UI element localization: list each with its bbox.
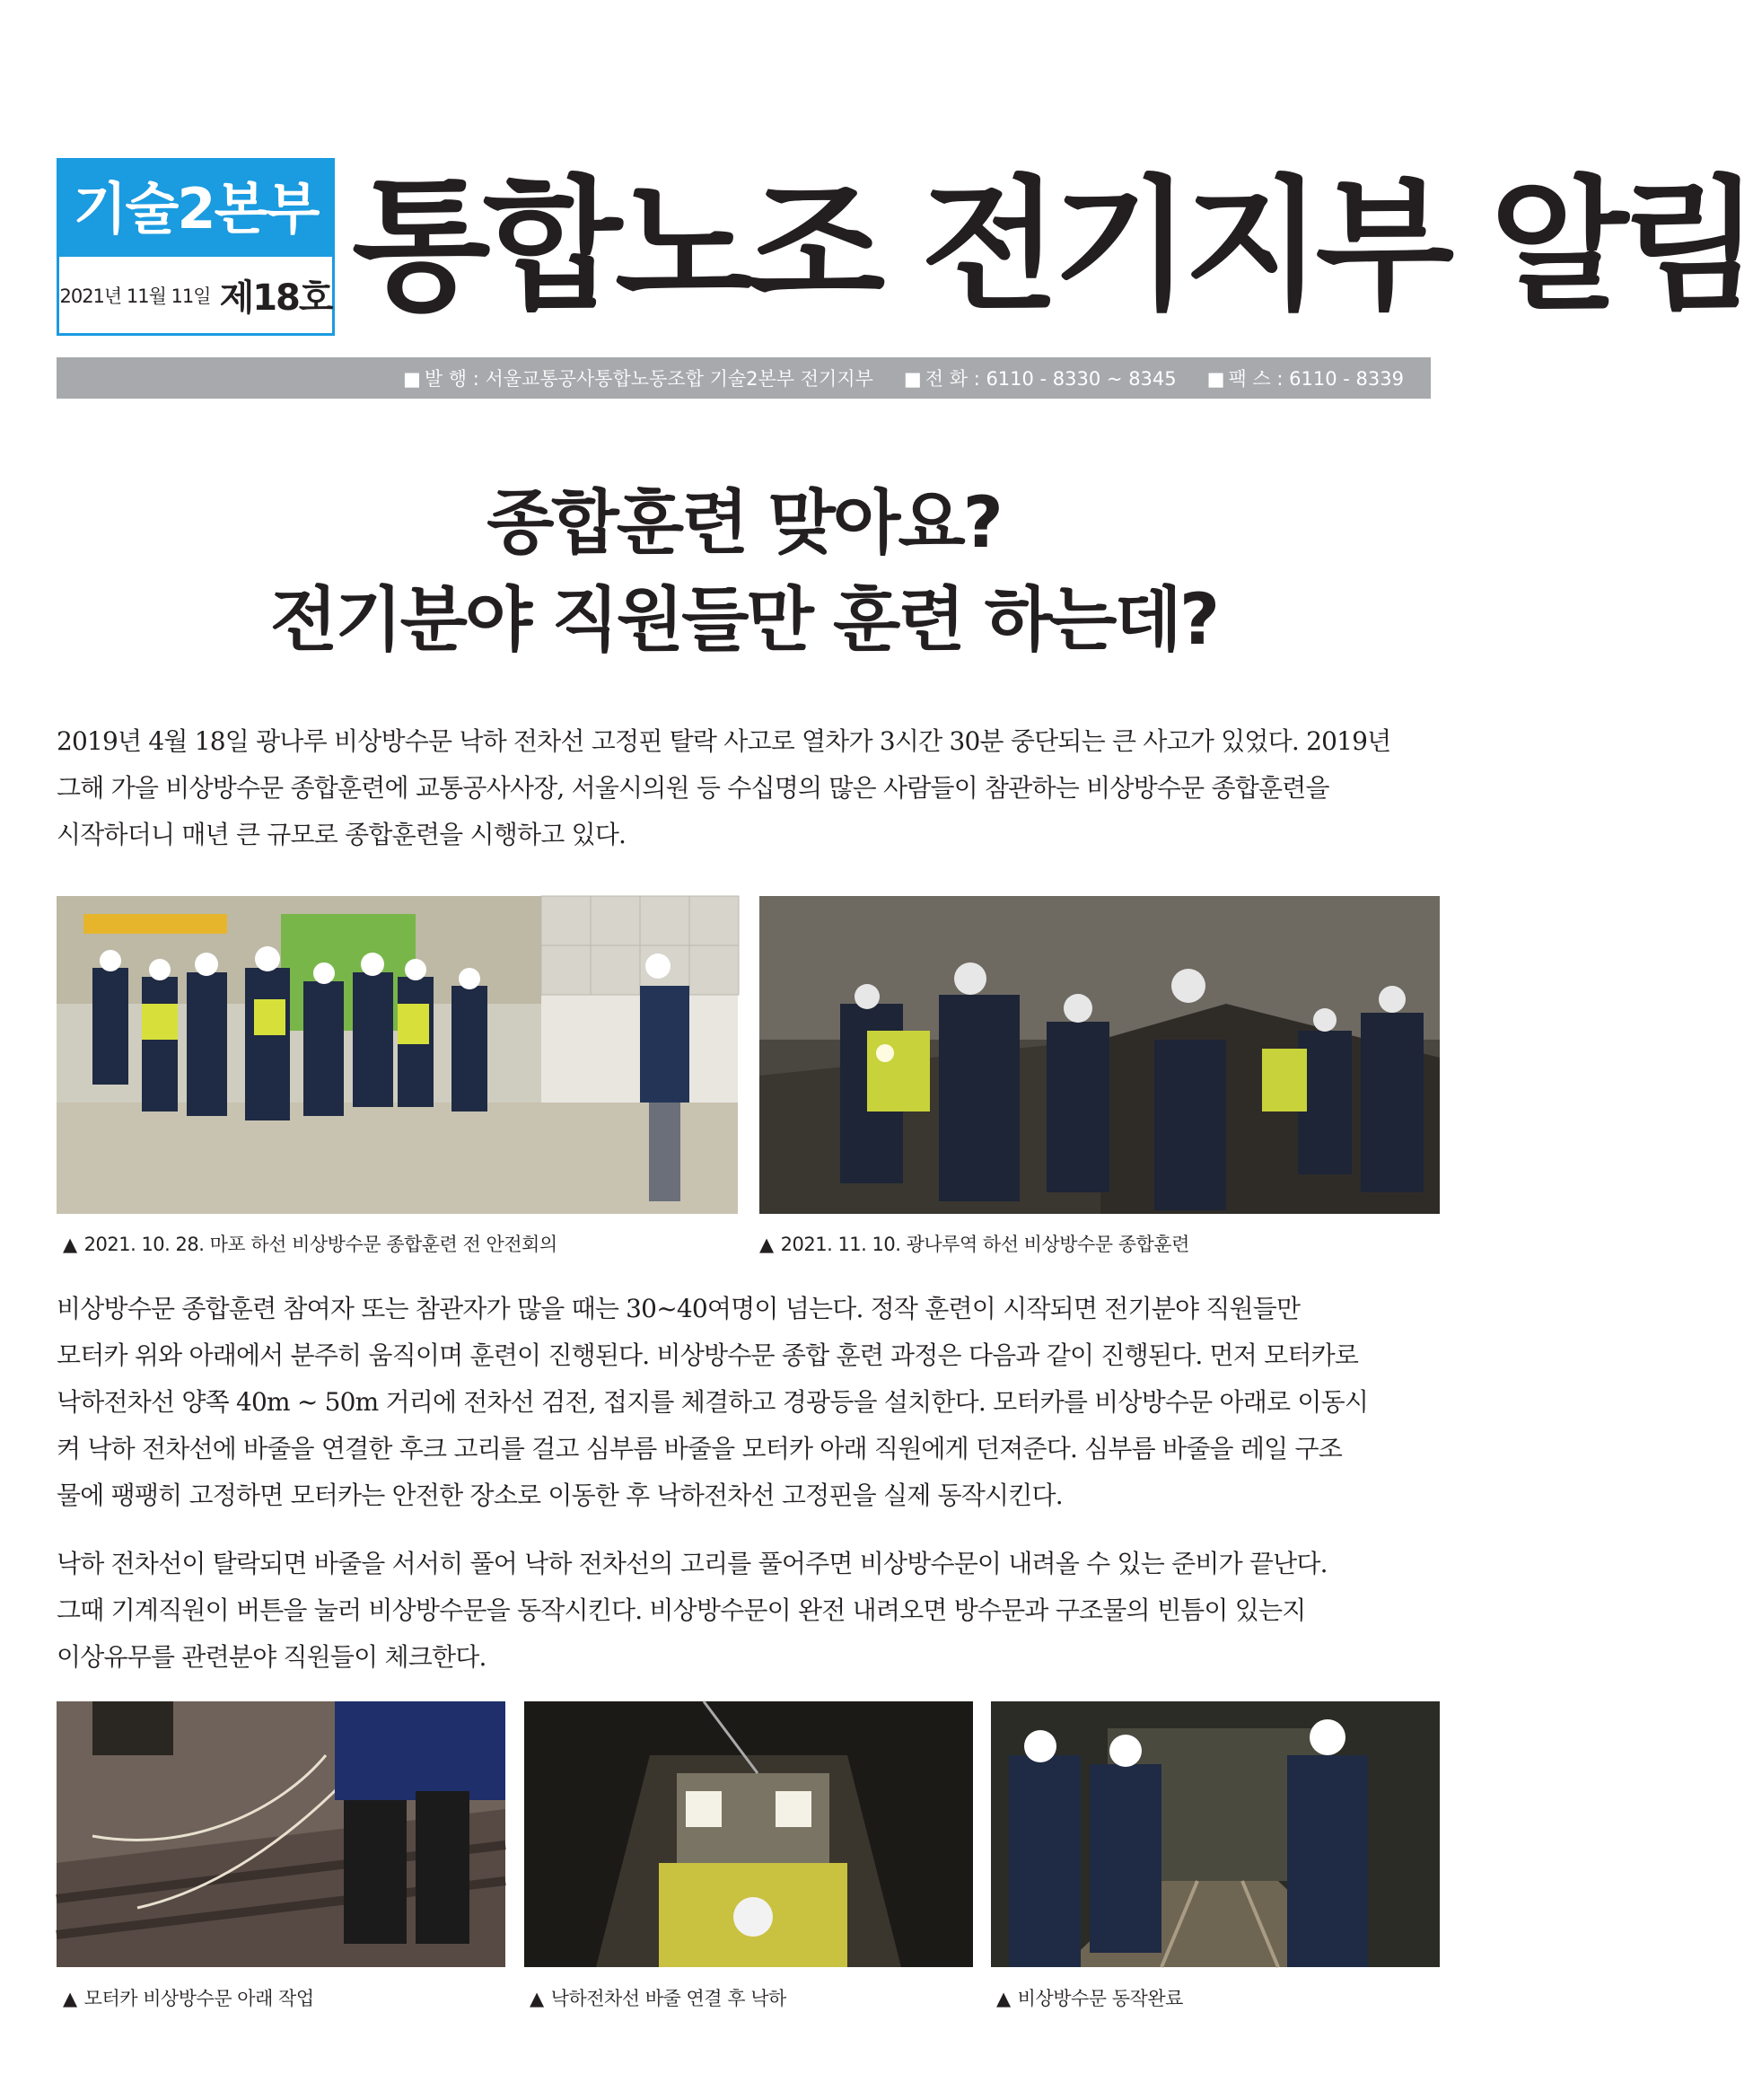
phone-text: ■ 전 화 : 6110 - 8330 ~ 8345 — [904, 365, 1177, 391]
caption-photo-4 — [530, 1984, 786, 2011]
caption-marker: ▲ — [996, 1988, 1011, 2009]
caption-marker: ▲ — [530, 1988, 544, 2009]
caption-text: 2021. 11. 10. 광나루역 하선 비상방수문 종합훈련 — [780, 1234, 1189, 1255]
division-badge — [57, 158, 335, 336]
headline-line-1: 종합훈련 맞아요? — [486, 483, 1001, 564]
intro-line: 시작하더니 매년 큰 규모로 종합훈련을 시행하고 있다. — [57, 820, 627, 849]
caption-text: 모터카 비상방수문 아래 작업 — [83, 1988, 314, 2009]
body-line: 그때 기계직원이 버튼을 눌러 비상방수문을 동작시킨다. 비상방수문이 완전 내려오면 방수문과 구조물의 빈틈이 있는지 — [57, 1595, 1306, 1625]
caption-photo-5 — [996, 1984, 1183, 2011]
body-line: 켜 낙하 전차선에 바줄을 연결한 후크 고리를 걸고 심부름 바줄을 모터카 아래 직원에게 던져준다. 심부름 바줄을 레일 구조 — [57, 1434, 1342, 1463]
newsletter-title: 통합노조 전기지부 알림 — [352, 162, 1753, 329]
body-line: 이상유무를 관련분야 직원들이 체크한다. — [57, 1642, 486, 1672]
body-line: 비상방수문 종합훈련 참여자 또는 참관자가 많을 때는 30~40여명이 넘는다. 정작 훈련이 시작되면 전기분야 직원들만 — [57, 1294, 1301, 1323]
caption-text: 비상방수문 동작완료 — [1017, 1988, 1183, 2009]
body-line: 물에 팽팽히 고정하면 모터카는 안전한 장소로 이동한 후 낙하전차선 고정핀을 실제 동작시킨다. — [57, 1481, 1063, 1510]
photo-training-gwangnaru — [759, 896, 1440, 1214]
intro-line: 그해 가을 비상방수문 종합훈련에 교통공사사장, 서울시의원 등 수십명의 많은 사람들이 참관하는 비상방수문 종합훈련을 — [57, 773, 1329, 803]
fax-text: ■ 팩 스 : 6110 - 8339 — [1207, 365, 1404, 391]
caption-marker: ▲ — [63, 1988, 77, 2009]
publisher-info-bar — [57, 357, 1431, 399]
caption-photo-3 — [63, 1984, 314, 2011]
caption-text: 낙하전차선 바줄 연결 후 낙하 — [550, 1988, 786, 2009]
issue-info — [59, 257, 332, 333]
caption-photo-2 — [759, 1230, 1189, 1257]
intro-paragraph — [57, 718, 1431, 858]
photo-wire-drop — [524, 1701, 973, 1967]
caption-marker: ▲ — [63, 1234, 77, 1255]
publisher-text: ■ 발 행 : 서울교통공사통합노동조합 기술2본부 전기지부 — [403, 365, 873, 391]
photo-under-motorcar — [57, 1701, 505, 1967]
photo-door-complete — [991, 1701, 1440, 1967]
body-line: 낙하전차선 양쪽 40m ~ 50m 거리에 전차선 검전, 접지를 체결하고 경광등을 설치한다. 모터카를 비상방수문 아래로 이동시 — [57, 1387, 1369, 1417]
body-paragraph-2 — [57, 1541, 1431, 1681]
photo-safety-meeting — [57, 896, 738, 1214]
body-line: 모터카 위와 아래에서 분주히 움직이며 훈련이 진행된다. 비상방수문 종합 훈련 과정은 다음과 같이 진행된다. 먼저 모터카로 — [57, 1340, 1359, 1370]
caption-text: 2021. 10. 28. 마포 하선 비상방수문 종합훈련 전 안전회의 — [83, 1234, 557, 1255]
caption-marker: ▲ — [759, 1234, 774, 1255]
issue-date: 2021년 11월 11일 — [59, 285, 211, 307]
headline-line-2: 전기분야 직원들만 훈련 하는데? — [269, 580, 1218, 661]
division-label: 기술2본부 — [59, 161, 332, 257]
issue-number: 제18호 — [219, 277, 332, 319]
intro-line: 2019년 4월 18일 광나루 비상방수문 낙하 전차선 고정핀 탈락 사고로 열차가 3시간 30분 중단되는 큰 사고가 있었다. 2019년 — [57, 726, 1391, 756]
caption-photo-1 — [63, 1230, 557, 1257]
body-line: 낙하 전차선이 탈락되면 바줄을 서서히 풀어 낙하 전차선의 고리를 풀어주면 비상방수문이 내려올 수 있는 준비가 끝난다. — [57, 1549, 1328, 1578]
body-paragraph-1 — [57, 1286, 1431, 1519]
